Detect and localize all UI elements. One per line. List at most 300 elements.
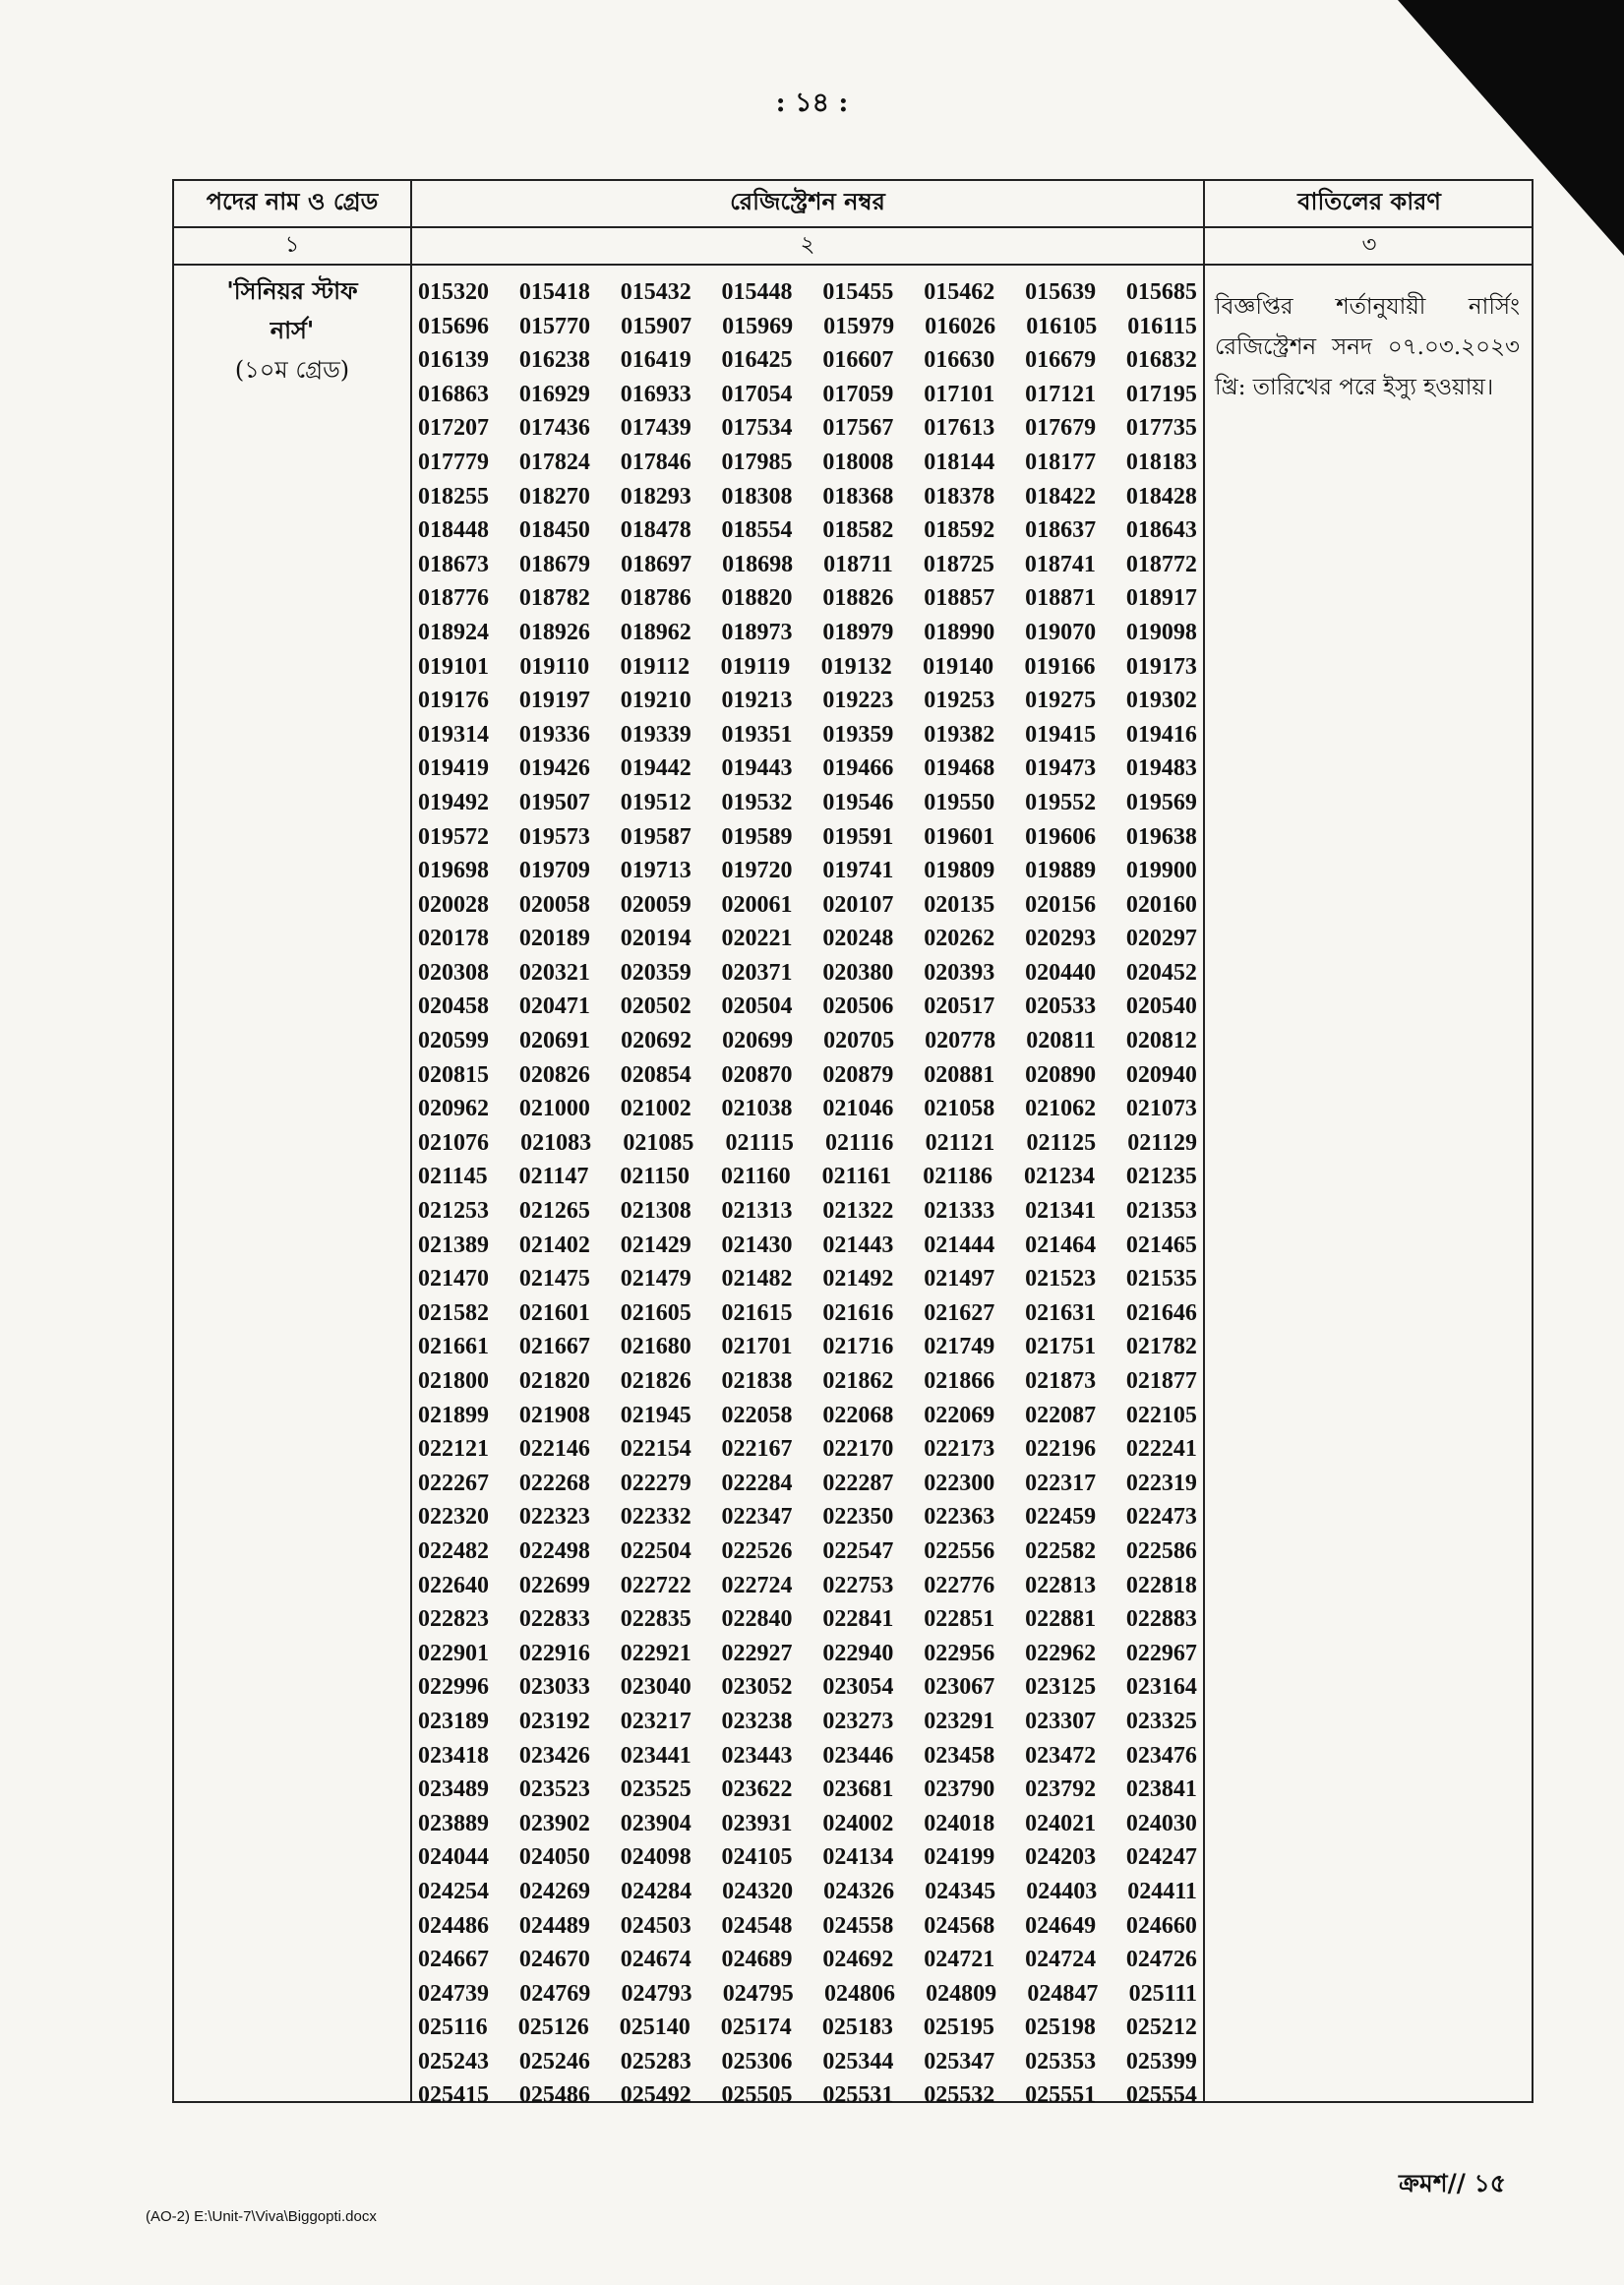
registration-number: 020540 [1125,993,1197,1020]
registration-number: 019900 [1125,858,1197,884]
registration-number: 023052 [721,1674,793,1701]
table-row [418,1943,1197,1977]
registration-number: 021125 [1026,1129,1097,1156]
registration-number: 022835 [620,1606,692,1633]
registration-number: 022883 [1125,1606,1197,1633]
registration-number: 021716 [822,1334,894,1360]
registration-number: 025415 [418,2082,489,2109]
registration-number: 019606 [1025,823,1097,850]
registration-number: 020393 [924,959,995,986]
registration-number: 025531 [822,2082,894,2109]
table-row [418,1705,1197,1739]
table-row [418,2011,1197,2045]
footer-continued: ক্রমশ// ১৫ [1399,2169,1506,2197]
registration-number: 024689 [721,1947,793,1973]
registration-number: 020811 [1026,1028,1096,1054]
registration-number: 022699 [518,1572,590,1598]
registration-number: 022146 [518,1436,590,1463]
table-row [418,1637,1197,1671]
registration-number: 021661 [418,1334,489,1360]
registration-number: 020815 [418,1061,489,1088]
table-row [418,1194,1197,1229]
registration-number: 018711 [823,551,893,577]
registration-number: 020107 [822,891,894,918]
registration-number: 023443 [721,1742,793,1769]
registration-number: 015979 [823,313,895,339]
registration-number: 015685 [1125,279,1197,305]
registration-number: 021615 [721,1299,793,1326]
registration-number: 025195 [923,2014,994,2041]
registration-number: 021605 [620,1299,692,1326]
registration-number: 021866 [924,1368,995,1394]
registration-number: 020160 [1125,891,1197,918]
registration-number: 023238 [721,1708,793,1734]
registration-number: 019253 [924,688,995,714]
registration-number: 021444 [924,1232,995,1258]
registration-number: 016863 [418,381,489,407]
registration-number: 018270 [518,483,590,510]
registration-number: 024326 [823,1878,895,1904]
registration-number: 017985 [721,449,793,475]
registration-number: 017207 [418,415,489,442]
registration-number: 025243 [418,2048,489,2075]
registration-number: 023054 [822,1674,894,1701]
registration-number: 020826 [518,1061,590,1088]
table-row [418,1126,1197,1161]
registration-number: 025140 [619,2014,691,2041]
registration-number: 024486 [418,1912,489,1939]
table-row [418,1739,1197,1774]
registration-number: 019473 [1025,755,1097,782]
registration-number: 024050 [518,1844,590,1871]
registration-number: 019709 [518,858,590,884]
registration-number: 016238 [518,347,590,374]
registration-number: 020504 [721,993,793,1020]
registration-number: 017846 [620,449,692,475]
registration-number: 015418 [518,279,590,305]
registration-number: 020962 [418,1096,489,1122]
registration-number: 024345 [925,1878,996,1904]
registration-number: 019098 [1125,619,1197,645]
registration-number: 021313 [721,1198,793,1225]
registration-number: 024809 [926,1980,997,2007]
registration-number: 018378 [924,483,995,510]
column-divider [1203,181,1205,2101]
registration-number: 018698 [722,551,794,577]
registration-number: 025505 [721,2082,793,2109]
column-number-2: ২ [800,231,815,258]
table-row [418,1875,1197,1909]
table-row [418,1296,1197,1331]
table-row [418,1977,1197,2012]
registration-number: 021058 [924,1096,995,1122]
table-row [418,1602,1197,1637]
registration-number: 025116 [418,2014,488,2041]
table-row [418,1262,1197,1296]
registration-number: 024021 [1025,1810,1097,1836]
registration-number: 022319 [1125,1470,1197,1496]
registration-number: 021308 [620,1198,692,1225]
page-number: : ১৪ : [775,88,849,118]
registration-number: 022121 [418,1436,489,1463]
registration-number: 020359 [620,959,692,986]
registration-number: 025399 [1125,2048,1197,2075]
registration-number: 018255 [418,483,489,510]
registration-number: 025246 [518,2048,590,2075]
registration-number: 021062 [1025,1096,1097,1122]
registration-number: 022556 [924,1537,995,1564]
header-post-name: পদের নাম ও গ্রেড [206,187,379,215]
table-row [418,1840,1197,1875]
table-row [418,820,1197,855]
registration-number: 020059 [620,891,692,918]
registration-number: 019426 [518,755,590,782]
registration-number: 019197 [518,688,590,714]
registration-number: 021877 [1125,1368,1197,1394]
registration-number: 018926 [518,619,590,645]
registration-number: 018450 [518,517,590,544]
registration-number: 022087 [1025,1402,1097,1428]
registration-number: 022813 [1025,1572,1097,1598]
table-row [418,684,1197,718]
registration-number: 024503 [620,1912,692,1939]
registration-number: 023525 [620,1776,692,1803]
registration-number: 021443 [822,1232,894,1258]
registration-number: 018826 [822,585,894,612]
table-row [418,581,1197,616]
registration-number: 019112 [620,653,691,680]
registration-number: 018820 [721,585,793,612]
registration-number: 021582 [418,1299,489,1326]
registration-number: 021002 [620,1096,692,1122]
registration-number: 016832 [1125,347,1197,374]
registration-number: 022268 [518,1470,590,1496]
registration-number: 019572 [418,823,489,850]
registration-number: 021464 [1025,1232,1097,1258]
registration-number: 021085 [623,1129,694,1156]
registration-number: 020156 [1025,891,1097,918]
registration-number: 022170 [822,1436,894,1463]
registration-number: 021073 [1125,1096,1197,1122]
registration-number: 022363 [924,1504,995,1531]
registration-number: 022956 [924,1640,995,1666]
registration-number: 021145 [418,1164,488,1190]
registration-number: 024254 [418,1878,489,1904]
registration-number: 020221 [721,926,793,952]
registration-number: 018478 [620,517,692,544]
registration-number: 022840 [721,1606,793,1633]
table-row [418,990,1197,1024]
registration-number: 025554 [1125,2082,1197,2109]
registration-number: 024199 [924,1844,995,1871]
registration-number: 023189 [418,1708,489,1734]
registration-number: 019339 [620,721,692,748]
registration-number: 018582 [822,517,894,544]
registration-number: 022818 [1125,1572,1197,1598]
registration-number: 019351 [721,721,793,748]
registration-number: 015696 [418,313,489,339]
column-divider [410,181,412,2101]
registration-number: 017613 [924,415,995,442]
registration-number: 020870 [721,1061,793,1088]
registration-number: 022167 [721,1436,793,1463]
registration-number: 021150 [620,1164,690,1190]
registration-number: 018725 [923,551,994,577]
registration-number: 018697 [621,551,692,577]
registration-number: 022640 [418,1572,489,1598]
registration-number: 023067 [924,1674,995,1701]
registration-number: 019713 [620,858,692,884]
registration-number: 024847 [1027,1980,1099,2007]
registration-number: 022833 [518,1606,590,1633]
registration-number: 025174 [720,2014,792,2041]
table-row [418,480,1197,514]
registration-number: 019070 [1025,619,1097,645]
registration-number: 020881 [924,1061,995,1088]
registration-number: 019546 [822,789,894,815]
registration-number: 022823 [418,1606,489,1633]
registration-number: 020028 [418,891,489,918]
registration-number: 020778 [925,1028,996,1054]
registration-number: 018637 [1025,517,1097,544]
registration-number: 019587 [620,823,692,850]
registration-number: 015639 [1025,279,1097,305]
registration-number: 022498 [518,1537,590,1564]
registration-number: 021492 [822,1266,894,1293]
registration-number: 024403 [1026,1878,1098,1904]
post-grade: (১০ম গ্রেড) [234,356,350,384]
registration-number: 025492 [620,2082,692,2109]
registration-number: 024269 [519,1878,591,1904]
registration-number: 019591 [822,823,894,850]
registration-number: 024568 [924,1912,995,1939]
registration-number: 025551 [1025,2082,1097,2109]
registration-number: 021782 [1125,1334,1197,1360]
registration-number: 023446 [822,1742,894,1769]
registration-number: 019468 [924,755,995,782]
registration-number: 022526 [721,1537,793,1564]
table-row [418,1229,1197,1263]
registration-number: 023441 [620,1742,692,1769]
table-row [418,616,1197,650]
registration-number: 020371 [721,959,793,986]
registration-number: 020178 [418,926,489,952]
registration-number: 023790 [924,1776,995,1803]
registration-number: 023489 [418,1776,489,1803]
registration-number: 018177 [1025,449,1097,475]
registration-number: 018857 [924,585,995,612]
registration-number: 019569 [1125,789,1197,815]
registration-number: 025353 [1025,2048,1097,2075]
registration-number: 021908 [518,1402,590,1428]
registration-number: 020517 [924,993,995,1020]
registration-number: 023291 [924,1708,995,1734]
registration-number: 019166 [1024,653,1096,680]
registration-number: 022996 [418,1674,489,1701]
registration-number: 024098 [620,1844,692,1871]
registration-number: 021333 [924,1198,995,1225]
registration-number: 018592 [924,517,995,544]
header-registration-number: রেজিস্ট্রেশন নম্বর [730,187,885,215]
table-row [418,1399,1197,1433]
registration-number: 024721 [924,1947,995,1973]
column-number-1: ১ [284,231,300,258]
table-row [418,1330,1197,1364]
registration-number: 020297 [1125,926,1197,952]
registration-number: 024649 [1025,1912,1097,1939]
registration-number: 019223 [822,688,894,714]
registration-number: 021353 [1125,1198,1197,1225]
registration-number: 019443 [721,755,793,782]
registration-number: 022776 [924,1572,995,1598]
registration-number: 018782 [518,585,590,612]
registration-number: 017679 [1025,415,1097,442]
table-row [418,378,1197,412]
registration-number: 018422 [1025,483,1097,510]
registration-number: 020691 [519,1028,591,1054]
registration-number: 022267 [418,1470,489,1496]
registration-number: 019416 [1125,721,1197,748]
registration-number: 024793 [621,1980,692,2007]
registration-number: 020705 [823,1028,895,1054]
registration-number: 019550 [924,789,995,815]
registration-number: 017567 [822,415,894,442]
registration-number: 019119 [720,653,791,680]
registration-number: 018776 [418,585,489,612]
table-row [418,310,1197,344]
registration-number: 019140 [923,653,994,680]
registration-number: 019573 [518,823,590,850]
registration-number: 021479 [620,1266,692,1293]
registration-number: 021601 [518,1299,590,1326]
registration-number: 022473 [1125,1504,1197,1531]
registration-number: 017059 [822,381,894,407]
registration-number: 022901 [418,1640,489,1666]
registration-number: 019210 [620,688,692,714]
registration-number: 018871 [1025,585,1097,612]
registration-number: 019483 [1125,755,1197,782]
registration-number: 024203 [1025,1844,1097,1871]
registration-number: 021160 [720,1164,791,1190]
registration-number: 020061 [721,891,793,918]
registration-number: 024726 [1125,1947,1197,1973]
registration-number: 020692 [621,1028,692,1054]
registration-number: 019302 [1125,688,1197,714]
registration-number: 019382 [924,721,995,748]
registration-number: 019507 [518,789,590,815]
registration-number: 017439 [620,415,692,442]
registration-number: 022287 [822,1470,894,1496]
registration-number: 015462 [924,279,995,305]
table-row [418,1432,1197,1467]
registration-number: 022350 [822,1504,894,1531]
registration-number: 018308 [721,483,793,510]
registration-number: 019698 [418,858,489,884]
registration-number: 021646 [1125,1299,1197,1326]
registration-number: 021475 [518,1266,590,1293]
registration-number: 015455 [822,279,894,305]
registration-number: 018293 [620,483,692,510]
table-row [418,888,1197,923]
registration-number: 019601 [924,823,995,850]
registration-number: 022881 [1025,1606,1097,1633]
registration-number: 023192 [518,1708,590,1734]
registration-number: 024489 [518,1912,590,1939]
registration-number: 018786 [620,585,692,612]
registration-number: 022332 [620,1504,692,1531]
registration-number: 020262 [924,926,995,952]
registration-number: 017101 [924,381,995,407]
registration-number: 022753 [822,1572,894,1598]
registration-number: 021667 [518,1334,590,1360]
registration-number: 025486 [518,2082,590,2109]
registration-number: 021161 [821,1164,892,1190]
registration-number: 020506 [822,993,894,1020]
registration-number: 020308 [418,959,489,986]
registration-number: 024674 [620,1947,692,1973]
registration-number: 016419 [620,347,692,374]
registration-number: 016139 [418,347,489,374]
registration-number: 021465 [1125,1232,1197,1258]
registration-number: 018924 [418,619,489,645]
registration-number: 022482 [418,1537,489,1564]
registration-number: 024667 [418,1947,489,1973]
table-row [418,1500,1197,1534]
registration-number: 021497 [924,1266,995,1293]
registration-number: 019466 [822,755,894,782]
registration-number: 015432 [620,279,692,305]
registration-number: 019213 [721,688,793,714]
table-row [418,1058,1197,1093]
registration-number: 016933 [620,381,692,407]
registration-number: 021083 [520,1129,592,1156]
registration-number: 022841 [822,1606,894,1633]
table-row [418,2045,1197,2079]
registration-number: 025283 [620,2048,692,2075]
registration-number: 024044 [418,1844,489,1871]
registration-number: 024660 [1125,1912,1197,1939]
registration-number: 021147 [518,1164,589,1190]
registration-number: 022459 [1025,1504,1097,1531]
registration-number: 024795 [722,1980,794,2007]
registration-number: 019173 [1125,653,1197,680]
registration-number: 021616 [822,1299,894,1326]
registration-number: 017121 [1025,381,1097,407]
registration-number: 016115 [1127,313,1197,339]
registration-number: 020599 [418,1028,489,1054]
registration-number: 021749 [924,1334,995,1360]
registration-number: 019638 [1125,823,1197,850]
post-name-cell [174,271,410,390]
registration-number: 025532 [924,2082,995,2109]
registration-number: 018673 [418,551,489,577]
registration-number: 022279 [620,1470,692,1496]
registration-number: 021046 [822,1096,894,1122]
registration-number: 016607 [822,347,894,374]
registration-number: 019741 [822,858,894,884]
table-row [418,1569,1197,1603]
registration-number: 021115 [725,1129,794,1156]
registration-number: 016425 [721,347,793,374]
registration-number: 024247 [1125,1844,1197,1871]
registration-number: 020380 [822,959,894,986]
registration-number: 019492 [418,789,489,815]
registration-number: 022916 [518,1640,590,1666]
registration-number: 020854 [620,1061,692,1088]
table-row [418,752,1197,786]
registration-number: 017054 [721,381,793,407]
registration-number: 021429 [620,1232,692,1258]
